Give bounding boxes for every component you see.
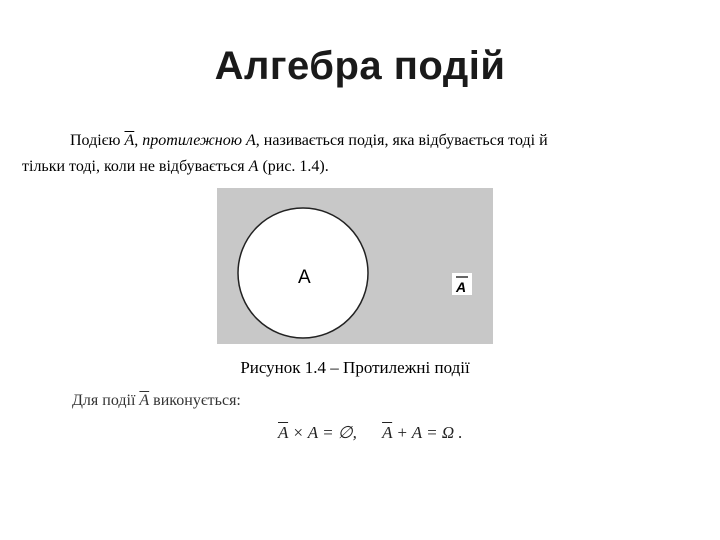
definition-line-1 — [22, 128, 692, 154]
term-opposite: протилежною — [142, 132, 243, 149]
venn-diagram-figure — [217, 188, 493, 344]
circle-label: A — [298, 267, 311, 288]
text-run: , називається подія, яка відбувається тоді й — [255, 132, 548, 149]
text-run: Подією — [70, 132, 125, 149]
slide-title: Алгебра подій — [214, 44, 506, 88]
definition-line-2 — [22, 154, 692, 180]
formula-1: × A = ∅, — [288, 423, 357, 442]
complement-label: A — [456, 279, 467, 295]
formula-2: + A = Ω . — [392, 423, 463, 442]
figure-caption: Рисунок 1.4 – Протилежні події — [240, 358, 470, 377]
text-run: Для події — [72, 392, 140, 409]
condition-line — [72, 392, 241, 410]
text-run: , — [134, 132, 143, 149]
formula-2-complement: $\overline{A}$ — [382, 423, 393, 442]
text-run: (рис. 1.4). — [258, 158, 329, 175]
formula-1-complement: $\overline{A}$ — [278, 423, 289, 442]
text-run: тільки тоді, коли не відбувається — [22, 158, 249, 175]
formulas — [278, 423, 463, 443]
text-run: виконується: — [149, 392, 241, 409]
symbol-a: A — [246, 132, 256, 149]
symbol-complement-a: $\overline{A}$ — [124, 132, 135, 149]
symbol-complement-a: $\overline{A}$ — [139, 392, 150, 409]
venn-diagram — [217, 188, 493, 344]
definition-paragraph — [22, 128, 692, 180]
symbol-a: A — [248, 158, 259, 175]
